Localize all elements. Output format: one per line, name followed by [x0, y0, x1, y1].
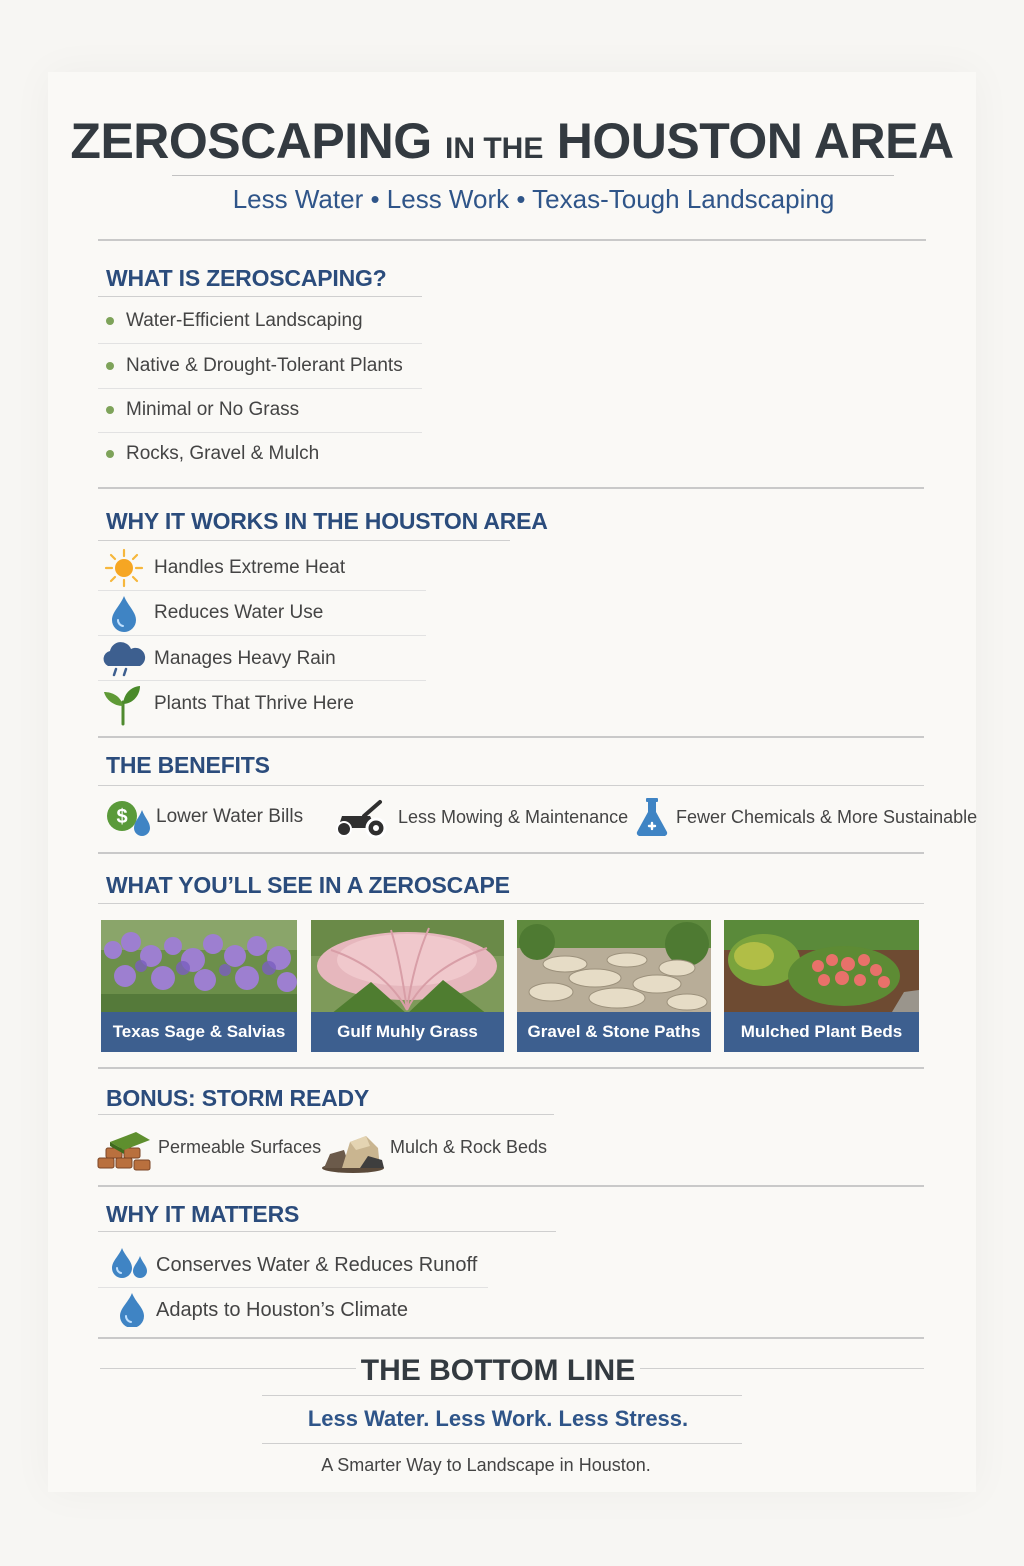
bonus-permeable: Permeable Surfaces — [158, 1137, 322, 1157]
bonus-heading: BONUS: STORM READY — [106, 1085, 370, 1111]
bottom-divider — [262, 1443, 742, 1444]
photo-mulched-beds — [724, 920, 919, 1052]
row-divider — [98, 388, 422, 389]
section-divider — [98, 1337, 924, 1339]
heading-underline — [98, 1231, 556, 1232]
heading-underline — [98, 1114, 554, 1115]
page-title: ZEROSCAPING IN THE HOUSTON AREA — [70, 113, 954, 169]
double-drop-icon — [108, 1246, 152, 1282]
photo-caption: Mulched Plant Beds — [724, 1012, 919, 1052]
section-divider — [98, 487, 924, 489]
plant-sprout-icon — [102, 684, 144, 726]
bottom-divider — [262, 1395, 742, 1396]
photo-caption: Texas Sage & Salvias — [101, 1012, 297, 1052]
list-item: Water-Efficient Landscaping — [126, 310, 363, 331]
row-divider — [98, 432, 422, 433]
photo-texas-sage — [101, 920, 297, 1052]
matters-heading: WHY IT MATTERS — [106, 1201, 300, 1227]
what-is-heading: WHAT IS ZEROSCAPING? — [106, 265, 387, 291]
bullet-icon — [106, 450, 114, 458]
why-item-plants: Plants That Thrive Here — [154, 693, 354, 714]
title-divider — [172, 175, 894, 176]
bullet-icon — [106, 317, 114, 325]
benefit-fewer-chemicals: Fewer Chemicals & More Sustainable — [676, 807, 978, 827]
list-item: Rocks, Gravel & Mulch — [126, 443, 320, 464]
matters-conserves: Conserves Water & Reduces Runoff — [156, 1254, 478, 1276]
why-item-heat: Handles Extreme Heat — [154, 557, 346, 578]
bonus-mulch-rock: Mulch & Rock Beds — [390, 1137, 548, 1157]
pavers-icon — [96, 1128, 154, 1174]
bullet-icon — [106, 406, 114, 414]
lawn-mower-icon — [332, 798, 390, 838]
heading-underline — [98, 540, 510, 541]
money-drop-icon — [104, 798, 154, 838]
see-heading: WHAT YOU’LL SEE IN A ZEROSCAPE — [106, 872, 510, 898]
list-item: Native & Drought-Tolerant Plants — [126, 355, 403, 376]
photo-caption: Gravel & Stone Paths — [517, 1012, 711, 1052]
svg-text:$: $ — [116, 806, 128, 828]
heading-underline — [98, 903, 924, 904]
why-item-water: Reduces Water Use — [154, 602, 324, 623]
benefit-less-mowing: Less Mowing & Maintenance — [398, 807, 629, 827]
page-subtitle: Less Water • Less Work • Texas-Tough Landscaping — [232, 184, 835, 214]
sun-icon — [104, 548, 144, 588]
list-item: Minimal or No Grass — [126, 399, 300, 420]
section-divider — [98, 852, 924, 854]
bullet-icon — [106, 362, 114, 370]
photo-gulf-muhly — [311, 920, 504, 1052]
section-divider — [98, 736, 924, 738]
heading-underline — [98, 785, 924, 786]
rain-cloud-icon — [100, 642, 146, 678]
section-divider — [98, 1067, 924, 1069]
row-divider — [98, 1287, 488, 1288]
photo-stone-path — [517, 920, 711, 1052]
water-drop-icon — [117, 1291, 147, 1327]
section-divider — [98, 1185, 924, 1187]
row-divider — [98, 590, 426, 591]
section-divider — [98, 239, 926, 241]
water-drop-icon — [108, 594, 140, 632]
benefit-water-bills: Lower Water Bills — [156, 806, 304, 827]
bottom-footer: A Smarter Way to Landscape in Houston. — [321, 1455, 651, 1475]
rocks-icon — [320, 1130, 386, 1174]
row-divider — [98, 680, 426, 681]
row-divider — [98, 635, 426, 636]
benefits-heading: THE BENEFITS — [106, 752, 270, 778]
why-works-heading: WHY IT WORKS IN THE HOUSTON AREA — [106, 508, 548, 534]
why-item-rain: Manages Heavy Rain — [154, 648, 336, 669]
bottom-line-title: THE BOTTOM LINE — [360, 1354, 636, 1387]
heading-underline — [98, 296, 422, 297]
row-divider — [98, 343, 422, 344]
flask-icon — [634, 796, 670, 838]
photo-caption: Gulf Muhly Grass — [311, 1012, 504, 1052]
bottom-tagline: Less Water. Less Work. Less Stress. — [307, 1406, 689, 1431]
matters-adapts: Adapts to Houston’s Climate — [156, 1299, 408, 1321]
